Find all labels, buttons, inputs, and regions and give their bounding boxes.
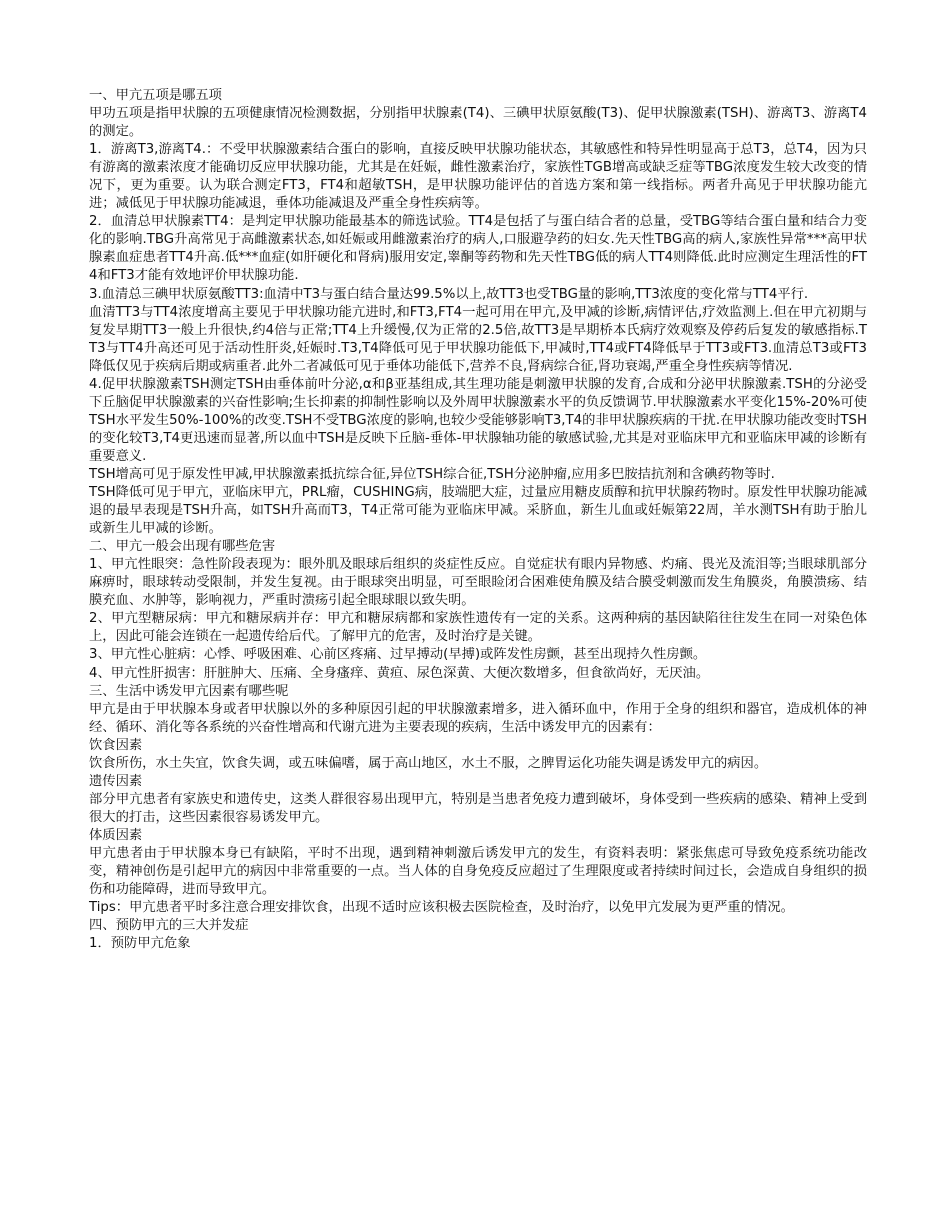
subheading-constitution: 体质因素 — [89, 827, 143, 843]
paragraph-tsh-increase: TSH增高可见于原发性甲减,甲状腺激素抵抗综合征,异位TSH综合征,TSH分泌肿瘤,应用多巴胺拮抗剂和含碘药物等时. — [89, 466, 775, 482]
paragraph-genetics: 部分甲亢患者有家族史和遗传史，这类人群很容易出现甲亢，特别是当患者免疫力遭到破坏，身体受到一些疾病的感染、精神上受到很大的打击，这些因素很容易诱发甲亢。 — [89, 791, 867, 825]
paragraph-eye-disease: 1、甲亢性眼突：急性阶段表现为：眼外肌及眼球后组织的炎症性反应。自觉症状有眼内异物感、灼痛、畏光及流泪等;当眼球肌部分麻痹时，眼球转动受限制，并发生复视。由于眼球突出明显，可至眼睑闭合困难使角膜及结合膜受刺激而发生角膜炎，角膜溃疡、结膜充血、水肿等，影响视力，严重时溃疡引起全眼球眼以致失明。 — [89, 557, 867, 609]
subheading-crisis-prevention: 1．预防甲亢危象 — [89, 936, 191, 952]
subheading-genetics: 遗传因素 — [89, 773, 143, 789]
paragraph-intro: 甲功五项是指甲状腺的五项健康情况检测数据，分别指甲状腺素(T4)、三碘甲状原氨酸(T3)、促甲状腺激素(TSH)、游离T3、游离T4的测定。 — [89, 106, 867, 140]
section-heading-2: 二、甲亢一般会出现有哪些危害 — [89, 539, 276, 555]
paragraph-tt3-tt4-elevation: 血清TT3与TT4浓度增高主要见于甲状腺功能亢进时,和FT3,FT4一起可用在甲亢,及甲减的诊断,病情评估,疗效监测上.但在甲亢初期与复发早期TT3一般上升很快,约4倍与正常;TT4上升缓慢,仅为正常的2.5倍,故TT3是早期桥本氏病疗效观察及停药后复发的敏感指标.TT3与TT4升高还可见于活动性肝炎,妊娠时.T3,T4降低可见于甲状腺功能低下,甲减时,TT4或FT4降低早于TT3或FT3.血清总T3或FT3降低仅见于疾病后期或病重者.此外二者减低可见于垂体功能低下,营养不良,肾病综合征,肾功衰竭,严重全身性疾病等情况. — [89, 304, 867, 374]
paragraph-heart-disease: 3、甲亢性心脏病：心悸、呼吸困难、心前区疼痛、过早搏动(早搏)或阵发性房颤，甚至出现持久性房颤。 — [89, 647, 707, 663]
paragraph-tsh: 4.促甲状腺激素TSH测定TSH由垂体前叶分泌,α和β亚基组成,其生理功能是刺激甲状腺的发育,合成和分泌甲状腺激素.TSH的分泌受下丘脑促甲状腺激素的兴奋性影响;生长抑素的抑制性影响以及外周甲状腺激素水平的负反馈调节.甲状腺激素水平变化15%-20%可使TSH水平发生50%-100%的改变.TSH不受TBG浓度的影响,也较少受能够影响T3,T4的非甲状腺疾病的干扰.在甲状腺功能改变时TSH的变化较T3,T4更迅速而显著,所以血中TSH是反映下丘脑-垂体-甲状腺轴功能的敏感试验,尤其是对亚临床甲亢和亚临床甲减的诊断有重要意义. — [89, 376, 867, 464]
paragraph-tips: Tips：甲亢患者平时多注意合理安排饮食，出现不适时应该积极去医院检查，及时治疗，以免甲亢发展为更严重的情况。 — [89, 900, 794, 916]
paragraph-diet: 饮食所伤，水土失宜，饮食失调，或五味偏嗜，属于高山地区，水土不服，之脾胃运化功能失调是诱发甲亢的病因。 — [89, 755, 768, 771]
paragraph-constitution: 甲亢患者由于甲状腺本身已有缺陷，平时不出现，遇到精神刺激后诱发甲亢的发生，有资料表明：紧张焦虑可导致免疫系统功能改变，精神创伤是引起甲亢的病因中非常重要的一点。当人体的自身免疫反应超过了生理限度或者持续时间过长，会造成自身组织的损伤和功能障碍，进而导致甲亢。 — [89, 845, 867, 898]
paragraph-liver-damage: 4、甲亢性肝损害：肝脏肿大、压痛、全身瘙痒、黄疸、尿色深黄、大便次数增多，但食欲尚好，无厌油。 — [89, 665, 710, 681]
paragraph-free-t3-t4: 1．游离T3,游离T4.：不受甲状腺激素结合蛋白的影响，直接反映甲状腺功能状态，其敏感性和特异性明显高于总T3，总T4，因为只有游离的激素浓度才能确切反应甲状腺功能，尤其是在妊娠，雌性激素治疗，家族性TGB增高或缺乏症等TBG浓度发生较大改变的情况下，更为重要。认为联合测定FT3，FT4和超敏TSH，是甲状腺功能评估的首选方案和第一线指标。两者升高见于甲状腺功能亢进；减低见于甲状腺功能减退，垂体功能减退及严重全身性疾病等。 — [89, 142, 867, 212]
paragraph-tsh-decrease: TSH降低可见于甲亢，亚临床甲亢，PRL瘤，CUSHING病，肢端肥大症，过量应用糖皮质醇和抗甲状腺药物时。原发性甲状腺功能减退的最早表现是TSH升高，如TSH升高而T3，T4正常可能为亚临床甲减。采脐血，新生儿血或妊娠第22周，羊水测TSH有助于胎儿或新生儿甲减的诊断。 — [89, 485, 867, 537]
section-heading-4: 四、预防甲亢的三大并发症 — [89, 918, 249, 934]
paragraph-diabetes: 2、甲亢型糖尿病：甲亢和糖尿病并存：甲亢和糖尿病都和家族性遗传有一定的关系。这两种病的基因缺陷往往发生在同一对染色体上，因此可能会连锁在一起遗传给后代。了解甲亢的危害，及时治疗是关键。 — [89, 611, 867, 645]
subheading-diet: 饮食因素 — [89, 737, 143, 753]
paragraph-tt3: 3.血清总三碘甲状原氨酸TT3:血清中T3与蛋白结合量达99.5%以上,故TT3也受TBG量的影响,TT3浓度的变化常与TT4平行. — [89, 286, 809, 302]
section-heading-1: 一、甲亢五项是哪五项 — [89, 88, 222, 103]
document-body — [89, 87, 867, 953]
section-heading-3: 三、生活中诱发甲亢因素有哪些呢 — [89, 683, 289, 699]
paragraph-tt4: 2．血清总甲状腺素TT4：是判定甲状腺功能最基本的筛选试验。TT4是包括了与蛋白结合者的总量，受TBG等结合蛋白量和结合力变化的影响.TBG升高常见于高雌激素状态,如妊娠或用雌激素治疗的病人,口服避孕药的妇女.先天性TBG高的病人,家族性异常***高甲状腺素血症患者TT4升高.低***血症(如肝硬化和肾病)服用安定,睾酮等药物和先天性TBG低的病人TT4则降低.此时应测定生理活性的FT4和FT3才能有效地评价甲状腺功能. — [89, 214, 867, 284]
paragraph-causes-intro: 甲亢是由于甲状腺本身或者甲状腺以外的多种原因引起的甲状腺激素增多，进入循环血中，作用于全身的组织和器官，造成机体的神经、循环、消化等各系统的兴奋性增高和代谢亢进为主要表现的疾病，生活中诱发甲亢的因素有： — [89, 701, 867, 735]
